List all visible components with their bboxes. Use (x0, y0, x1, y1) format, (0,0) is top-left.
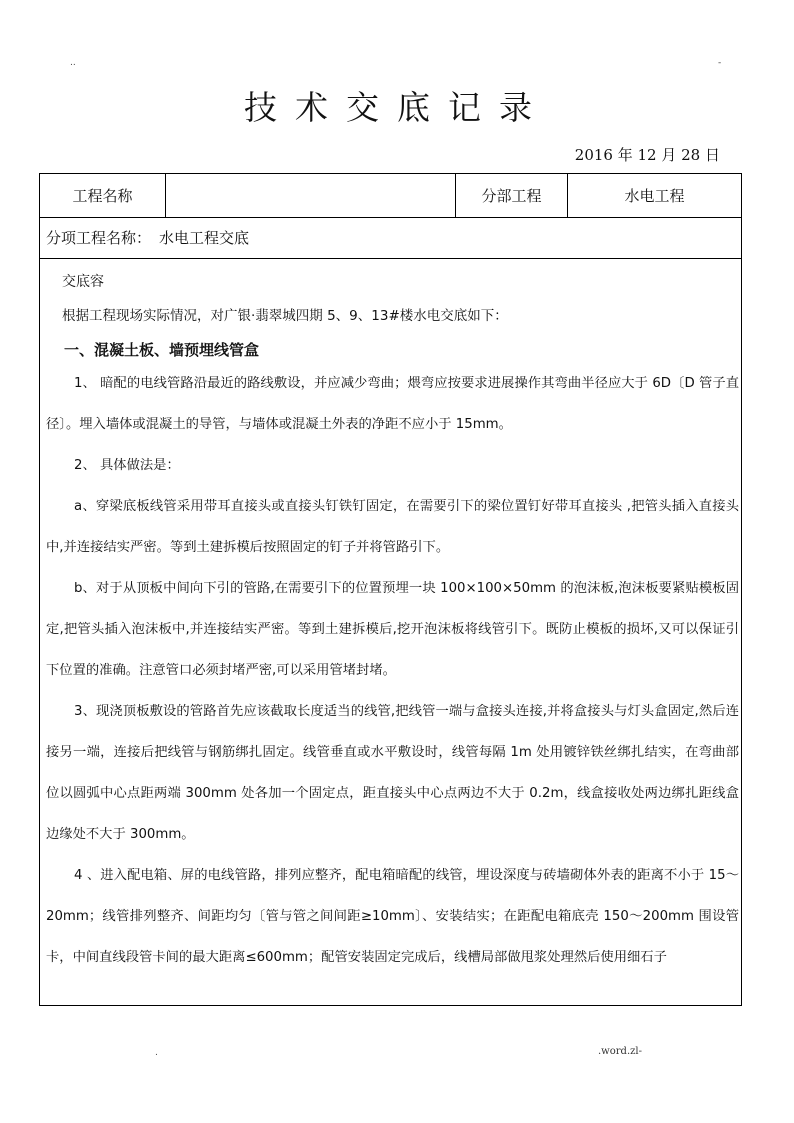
content-intro: 根据工程现场实际情况，对广银·翡翠城四期 5、9、13#楼水电交底如下： (62, 308, 508, 324)
table-row-project (40, 174, 741, 218)
paragraph: 2、 具体做法是： (74, 458, 180, 473)
header-right-mark: - (718, 58, 722, 68)
paragraph: 3、现浇顶板敷设的管路首先应该截取长度适当的线管,把线管一端与盒接头连接,并将盒接头与灯头盒固定,然后连接另一端，连接后把线管与钢筋绑扎固定。线管垂直或水平敷设时，线管每隔 1m 处用镀锌铁丝绑扎结实，在弯曲部位以圆弧中心点距两端 300mm 处各加一个固定点，距直接头中心点两边不大于 0.2m，线盒接收处两边绑扎距线盒边缘处不大于 300mm。 (46, 704, 739, 842)
paragraph: b、对于从顶板中间向下引的管路,在需要引下的位置预埋一块 100×100×50mm 的泡沫板,泡沫板要紧贴模板固定,把管头插入泡沫板中,并连接结实严密。等到土建拆模后,挖开泡沫板将线管引下。既防止模板的损坏,又可以保证引下位置的准确。注意管口必须封堵严密,可以采用管堵封堵。 (46, 581, 739, 678)
footer-left-mark: . (155, 1048, 158, 1058)
content-area (40, 259, 741, 978)
document-title: 技术交底记录 (244, 88, 550, 127)
record-table (39, 173, 742, 1006)
section-heading: 一、混凝土板、墙预埋线管盒 (64, 341, 260, 359)
project-name-label: 工程名称 (40, 174, 166, 217)
division-value: 水电工程 (624, 187, 685, 205)
paragraph: 1、 暗配的电线管路沿最近的路线敷设，并应减少弯曲；煨弯应按要求进展操作其弯曲半径应大于 6D〔D 管子直径〕。埋入墙体或混凝土的导管，与墙体或混凝土外表的净距不应小于 15mm。 (46, 376, 739, 432)
project-name-value (166, 174, 456, 217)
document-date: 2016 年 12 月 28 日 (574, 146, 720, 164)
paragraph: 4 、进入配电箱、屏的电线管路，排列应整齐，配电箱暗配的线管，埋设深度与砖墙砌体外表的距离不小于 15～20mm；线管排列整齐、间距均匀〔管与管之间间距≥10mm〕、安装结实；在距配电箱底壳 150～200mm 围设管卡，中间直线段管卡间的最大距离≤600mm；配管安装固定完成后，线槽局部做甩浆处理然后使用细石子 (46, 868, 739, 965)
subitem-value: 水电工程交底 (159, 229, 250, 247)
subitem-label: 分项工程名称： (46, 229, 152, 247)
table-row-subitem (40, 217, 741, 259)
footer-right-mark: .word.zl- (598, 1046, 642, 1057)
content-label: 交底容 (62, 274, 104, 290)
paragraph: a、穿梁底板线管采用带耳直接头或直接头钉铁钉固定，在需要引下的梁位置钉好带耳直接头 ,把管头插入直接头中,并连接结实严密。等到土建拆模后按照固定的钉子并将管路引下。 (46, 499, 739, 555)
header-left-mark: .. (70, 58, 76, 68)
division-label: 分部工程 (456, 174, 568, 217)
